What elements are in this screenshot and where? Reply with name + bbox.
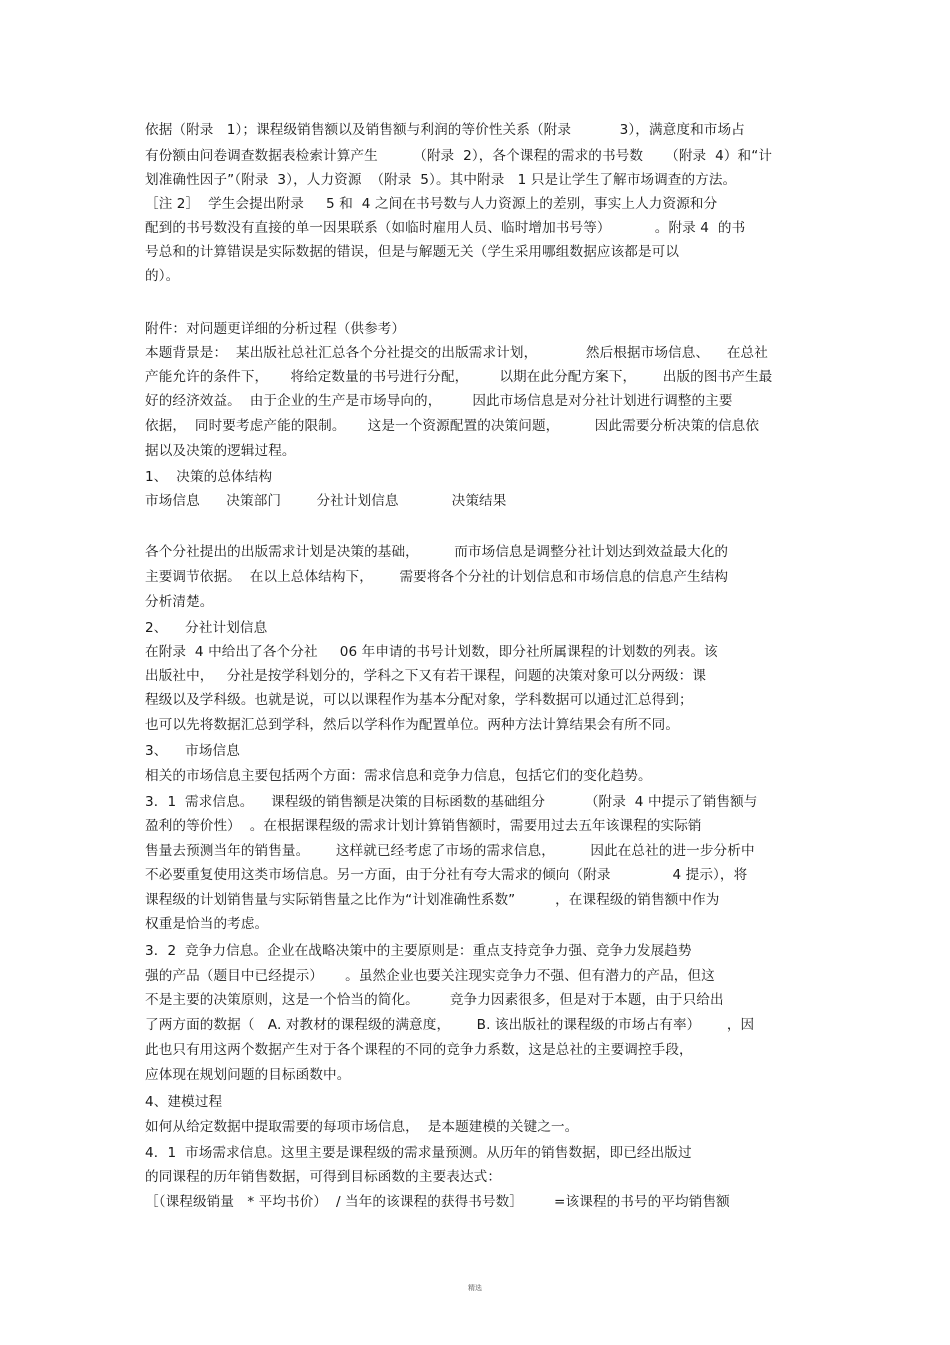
text-line: 出版社中， 分社是按学科划分的，学科之下又有若干课程，问题的决策对象可以分两级：课 [145,668,707,684]
text-line: ［注 2］ 学生会提出附录 5 和 4 之间在书号数与人力资源上的差别，事实上人力资源和分 [145,196,718,212]
structure-line: 市场信息 决策部门 分社计划信息 决策结果 [145,493,507,509]
text-line: 有份额由问卷调查数据表检索计算产生 （附录 2），各个课程的需求的书号数 （附录 4）和“计 [145,148,773,164]
text-line: 也可以先将数据汇总到学科，然后以学科作为配置单位。两种方法计算结果会有所不同。 [145,717,680,733]
text-line: 的同课程的历年销售数据，可得到目标函数的主要表达式： [145,1169,502,1185]
text-line: 主要调节依据。 在以上总体结构下， 需要将各个分社的计划信息和市场信息的信息产生结构 [145,569,729,585]
text-line: 4．1 市场需求信息。这里主要是课程级的需求量预测。从历年的销售数据，即已经出版过 [145,1145,692,1161]
text-line: 据以及决策的逻辑过程。 [145,443,296,459]
section-heading: 2、 分社计划信息 [145,620,268,636]
text-line: 盈利的等价性） 。在根据课程级的需求计划计算销售额时，需要用过去五年该课程的实际销 [145,818,702,834]
text-line: 在附录 4 中给出了各个分社 06 年申请的书号计划数，即分社所属课程的计划数的列表。该 [145,644,718,660]
text-line: 3．2 竞争力信息。企业在战略决策中的主要原则是：重点支持竞争力强、竞争力发展趋势 [145,943,692,959]
section-heading: 4、建模过程 [145,1094,223,1110]
text-line: 不是主要的决策原则，这是一个恰当的简化。 竞争力因素很多，但是对于本题，由于只给出 [145,992,724,1008]
text-line: 强的产品（题目中已经提示） 。虽然企业也要关注现实竞争力不强、但有潜力的产品，但这 [145,968,715,984]
text-line: 课程级的计划销售量与实际销售量之比作为“计划准确性系数” ，在课程级的销售额中作为 [145,892,720,908]
section-heading: 1、 决策的总体结构 [145,469,273,485]
text-line: 售量去预测当年的销售量。 这样就已经考虑了市场的需求信息， 因此在总社的进一步分析中 [145,843,755,859]
section-heading: 3、 市场信息 [145,743,240,759]
section-heading: 附件：对问题更详细的分析过程（供参考） [145,321,406,337]
text-line: 应体现在规划问题的目标函数中。 [145,1067,351,1083]
text-line: 配到的书号数没有直接的单一因果联系（如临时雇用人员、临时增加书号等） 。附录 4 的书 [145,220,746,236]
text-line: 号总和的计算错误是实际数据的错误，但是与解题无关（学生采用哪组数据应该都是可以 [145,244,680,260]
text-line: 划准确性因子”（附录 3），人力资源 （附录 5）。其中附录 1 只是让学生了解市场调查的方法。 [145,172,737,188]
text-line: 依据， 同时要考虑产能的限制。 这是一个资源配置的决策问题， 因此需要分析决策的信息依 [145,418,760,434]
text-line: 如何从给定数据中提取需要的每项市场信息， 是本题建模的关键之一。 [145,1119,579,1135]
text-line: 3．1 需求信息。 课程级的销售额是决策的目标函数的基础组分 （附录 4 中提示了销售额与 [145,794,758,810]
text-line: 程级以及学科级。也就是说，可以以课程作为基本分配对象，学科数据可以通过汇总得到； [145,692,693,708]
text-line: 依据（附录 1）；课程级销售额以及销售额与利润的等价性关系（附录 3），满意度和市场占 [145,122,745,138]
text-line: 本题背景是： 某出版社总社汇总各个分社提交的出版需求计划， 然后根据市场信息、 在总社 [145,345,768,361]
text-line: 了两方面的数据（ A. 对教材的课程级的满意度， B. 该出版社的课程级的市场占有率） ，因 [145,1017,755,1033]
text-line: 各个分社提出的出版需求计划是决策的基础， 而市场信息是调整分社计划达到效益最大化的 [145,544,729,560]
text-line: 权重是恰当的考虑。 [145,916,269,932]
text-line: 相关的市场信息主要包括两个方面：需求信息和竞争力信息，包括它们的变化趋势。 [145,768,652,784]
page-footer: 精选 [468,1284,482,1292]
text-line: 的）。 [145,268,180,284]
text-line: 分析清楚。 [145,594,214,610]
text-line: 好的经济效益。 由于企业的生产是市场导向的， 因此市场信息是对分社计划进行调整的主要 [145,393,733,409]
text-line: 不必要重复使用这类市场信息。另一方面，由于分社有夸大需求的倾向（附录 4 提示），将 [145,867,748,883]
text-line: 此也只有用这两个数据产生对于各个课程的不同的竞争力系数，这是总社的主要调控手段， [145,1042,693,1058]
formula-line: ［（课程级销量 * 平均书价） / 当年的该课程的获得书号数］ =该课程的书号的平均销售额 [145,1194,730,1210]
text-line: 产能允许的条件下， 将给定数量的书号进行分配， 以期在此分配方案下， 出版的图书产生最 [145,369,773,385]
